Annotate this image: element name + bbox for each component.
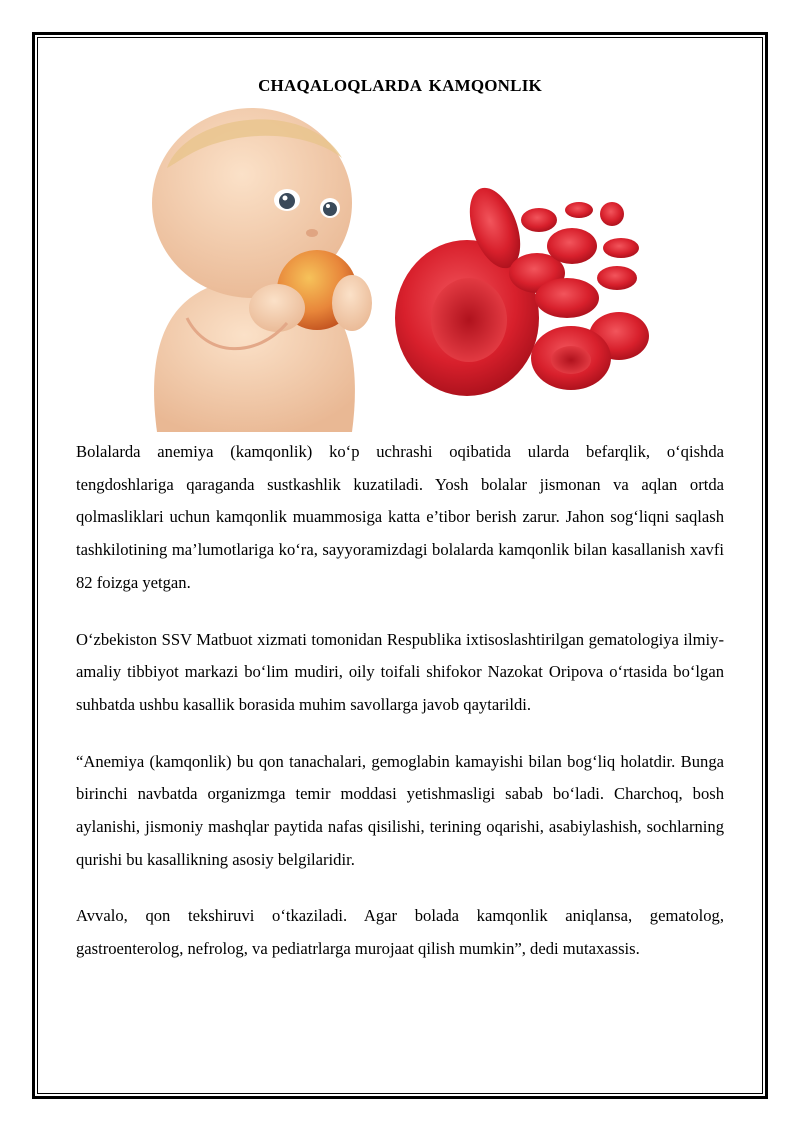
paragraph-1: Bolalarda anemiya (kamqonlik) ko‘p uchrashi oqibatida ularda befarqlik, o‘qishda tengdoshlariga qaraganda sustkashlik kuzatiladi. Yosh bolalar jismonan va aqlan ortda qolmasliklari uchun kamqonlik muammosiga katta e’tibor berish zarur. Jahon sog‘liqni saqlash tashkilotining ma’lumotlariga ko‘ra, sayyoramizdagi bolalarda kamqonlik bilan kasallanish xavfi 82 foizga yetgan. xyxy=(76,442,724,592)
baby-figure xyxy=(152,108,372,432)
baby-blood-cells-illustration xyxy=(147,108,653,432)
article-body xyxy=(76,436,724,990)
paragraph-4: Avvalo, qon tekshiruvi o‘tkaziladi. Agar bolada kamqonlik aniqlansa, gematolog, gastroenterolog, nefrolog, va pediatrlarga murojaat qilish mumkin”, dedi mutaxassis. xyxy=(76,906,724,959)
document-title: CHAQALOQLARDA KAMQONLIK xyxy=(258,76,542,95)
red-blood-cells xyxy=(395,181,649,396)
paragraph-2: O‘zbekiston SSV Matbuot xizmati tomonidan Respublika ixtisoslashtirilgan gematologiya ilmiy-amaliy tibbiyot markazi bo‘lim mudiri, oily toifali shifokor Nazokat Oripova o‘rtasida bo‘lgan suhbatda ushbu kasallik borasida muhim savollarga javob qaytarildi. xyxy=(76,629,724,714)
paragraph-3: “Anemiya (kamqonlik) bu qon tanachalari, gemoglabin kamayishi bilan bog‘liq holatdir. Bunga birinchi navbatda organizmga temir moddasi yetishmasligi sabab bo‘ladi. Charchoq, bosh aylanishi, jismoniy mashqlar paytida nafas qisilishi, terining oqarishi, asabiylashish, sochlarning qurishi bu kasallikning asosiy belgilaridir. xyxy=(76,751,724,869)
